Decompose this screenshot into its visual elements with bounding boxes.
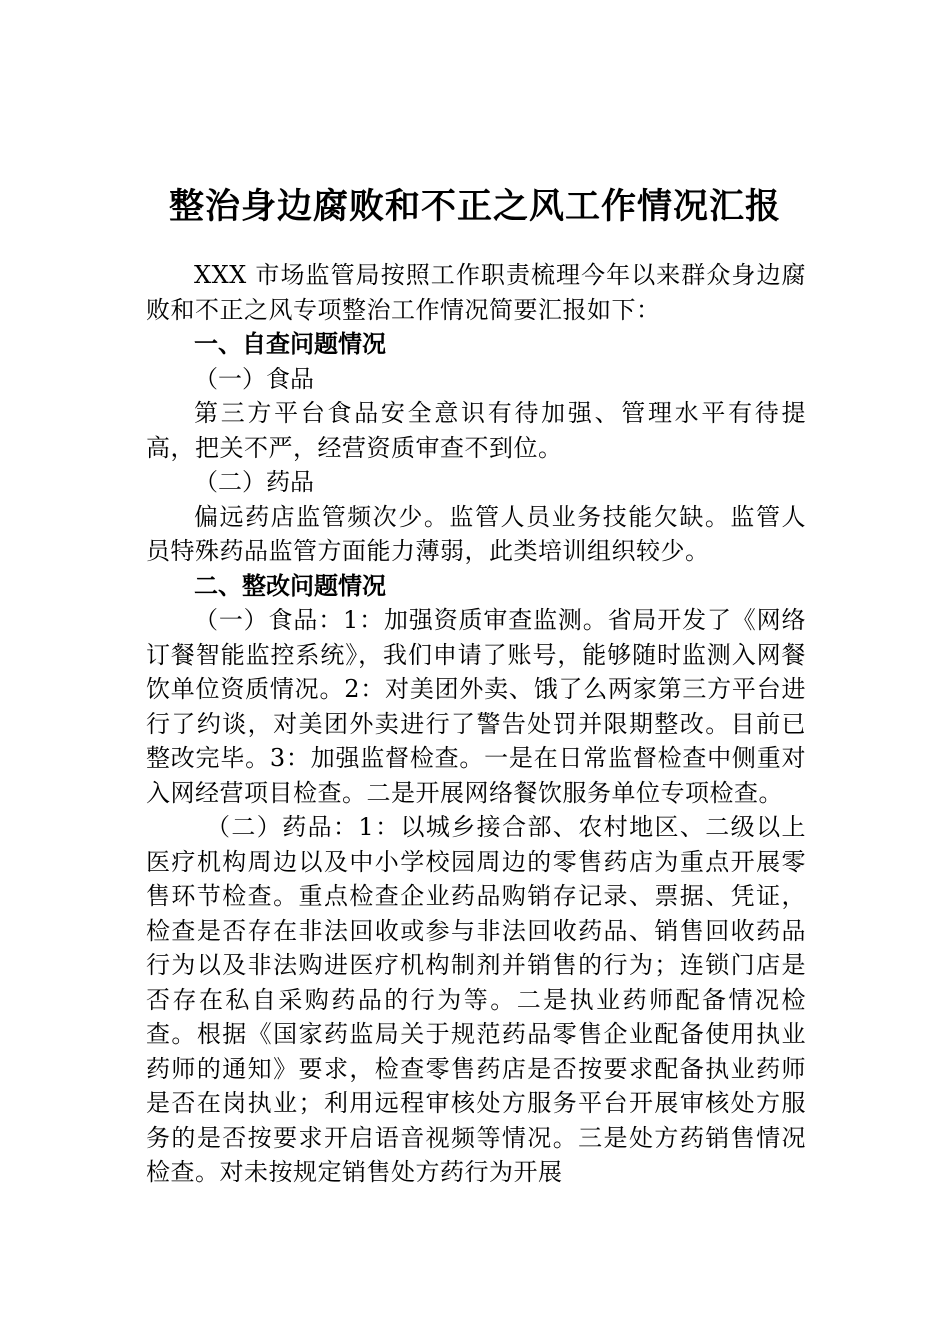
document-title: 整治身边腐败和不正之风工作情况汇报 [168,186,781,228]
section-heading-rectification: 二、整改问题情况 [194,571,386,600]
paragraph-food-rectification: （一）食品：1：加强资质审查监测。省局开发了《网络订餐智能监控系统》，我们申请了账号，能够随时监测入网餐饮单位资质情况。2：对美团外卖、饿了么两家第三方平台进行了约谈，对美团外卖进行了警告处罚并限期整改。目前已整改完毕。3：加强监督检查。一是在日常监督检查中侧重对入网经营项目检查。二是开展网络餐饮服务单位专项检查。 [146,606,806,807]
paragraph-drug-issues: 偏远药店监管频次少。监管人员业务技能欠缺。监管人员特殊药品监管方面能力薄弱，此类培训组织较少。 [146,502,806,565]
intro-paragraph: XXX 市场监管局按照工作职责梳理今年以来群众身边腐败和不正之风专项整治工作情况简要汇报如下： [146,261,806,324]
paragraph-food-issues: 第三方平台食品安全意识有待加强、管理水平有待提高，把关不严，经营资质审查不到位。 [146,399,806,462]
subheading-food: （一）食品 [194,364,314,393]
document-body [146,258,806,1190]
subheading-drugs: （二）药品 [194,468,314,496]
section-heading-self-inspection: 一、自查问题情况 [194,330,386,358]
paragraph-drug-rectification: （二）药品：1：以城乡接合部、农村地区、二级以上医疗机构周边以及中小学校园周边的零售药店为重点开展零售环节检查。重点检查企业药品购销存记录、票据、凭证，检查是否存在非法回收或参与非法回收药品、销售回收药品行为以及非法购进医疗机构制剂并销售的行为；连锁门店是否存在私自采购药品的行为等。二是执业药师配备情况检查。根据《国家药监局关于规范药品零售企业配备使用执业药师的通知》要求，检查零售药店是否按要求配备执业药师是否在岗执业；利用远程审核处方服务平台开展审核处方服务的是否按要求开启语音视频等情况。三是处方药销售情况检查。对未按规定销售处方药行为开展 [146,813,806,1186]
